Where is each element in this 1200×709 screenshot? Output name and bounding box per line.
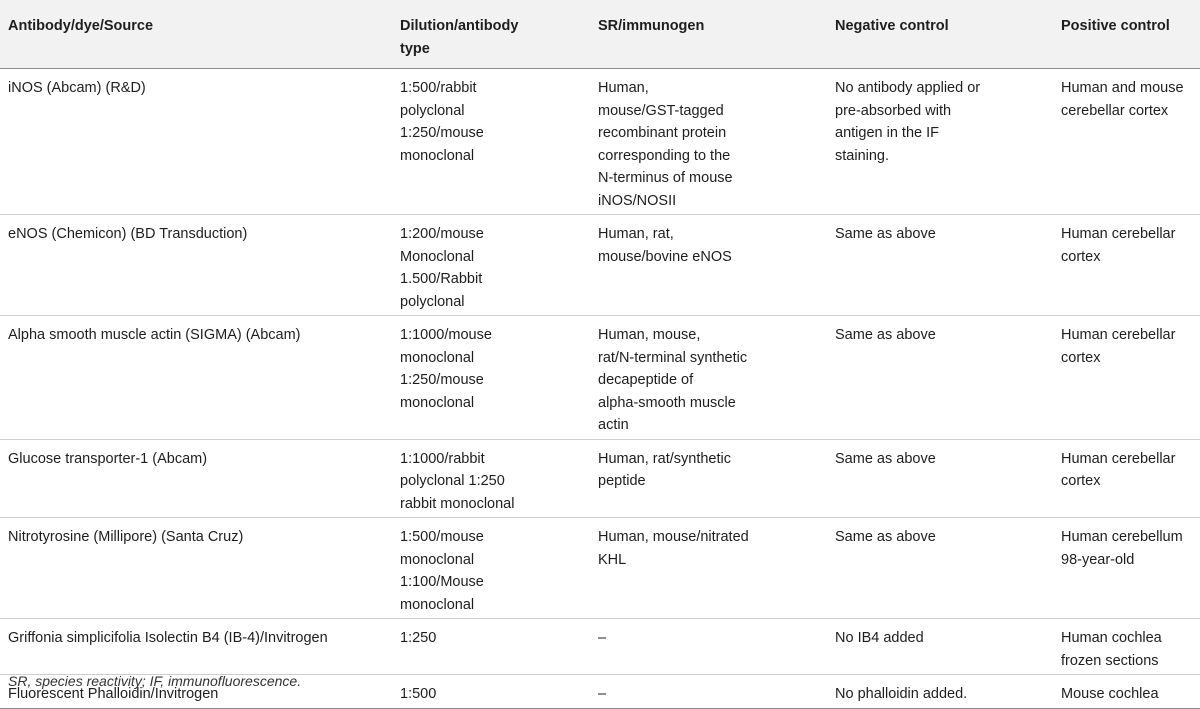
cell-text-line: Human, [598, 80, 649, 96]
cell-text-line: 1:1000/rabbit [400, 450, 485, 467]
cell-negative-control [827, 439, 1053, 518]
cell-positive-control [1053, 316, 1200, 440]
cell-text-line: monoclonal [400, 147, 475, 164]
cell-text-line: Dilution/antibody [400, 18, 519, 34]
cell-text-line: staining. [835, 147, 890, 164]
header-sr-immunogen [590, 0, 827, 69]
cell-text-line: 1:500/rabbit [400, 80, 477, 96]
cell-dilution-type [392, 316, 590, 440]
header-negative-control [827, 0, 1053, 69]
cell-positive-control [1053, 215, 1200, 316]
cell-text-line: monoclonal [400, 596, 475, 613]
cell-negative-control [827, 69, 1053, 215]
cell-positive-control [1053, 619, 1200, 675]
cell-antibody-source [0, 316, 392, 440]
cell-dilution-type [392, 439, 590, 518]
cell-text-line: Antibody/dye/Source [8, 18, 154, 34]
cell-text-line: 1:100/Mouse [400, 574, 484, 590]
cell-text-line: iNOS (Abcam) (R&D) [8, 80, 146, 96]
cell-text-line: iNOS/NOSII [598, 192, 677, 209]
cell-text-line: monoclonal [400, 394, 475, 411]
cell-text-line: cerebellar cortex [1061, 102, 1169, 119]
cell-text-line: monoclonal [400, 349, 475, 366]
cell-negative-control [827, 518, 1053, 619]
cell-text-line: Negative control [835, 18, 949, 34]
cell-text-line: Human and mouse [1061, 80, 1184, 96]
cell-text-line: 1:500 [400, 686, 437, 702]
header-positive-control [1053, 0, 1200, 69]
cell-text-line: Human cerebellum [1061, 529, 1183, 545]
cell-text-line: Alpha smooth muscle actin (SIGMA) (Abcam) [8, 327, 301, 343]
cell-positive-control [1053, 439, 1200, 518]
table-row [0, 69, 1200, 215]
cell-text-line: 98-year-old [1061, 551, 1135, 568]
cell-antibody-source [0, 619, 392, 675]
cell-text-line: rat/N-terminal synthetic [598, 349, 748, 366]
cell-text-line: Human cochlea [1061, 630, 1162, 646]
cell-dilution-type [392, 675, 590, 709]
cell-text-line: cortex [1061, 473, 1101, 489]
cell-text-line: Human, rat/synthetic [598, 450, 731, 467]
cell-text-line: cortex [1061, 248, 1101, 265]
cell-text-line: 1:250/mouse [400, 125, 484, 141]
cell-text-line: 1:250/mouse [400, 372, 484, 388]
cell-text-line: Griffonia simplicifolia Isolectin B4 (IB-4)/Invitrogen [8, 630, 328, 646]
cell-dilution-type [392, 619, 590, 675]
cell-text-line: pre-absorbed with [835, 102, 952, 119]
cell-text-line: Fluorescent Phalloidin/Invitrogen [8, 686, 219, 702]
cell-negative-control [827, 316, 1053, 440]
cell-text-line: 1:250 [400, 630, 437, 646]
cell-text-line: Same as above [835, 529, 936, 545]
cell-text-line: mouse/GST-tagged [598, 102, 724, 119]
cell-positive-control [1053, 518, 1200, 619]
header-row [0, 0, 1200, 69]
cell-text-line: No antibody applied or [835, 80, 981, 96]
cell-text-line: No IB4 added [835, 630, 924, 646]
cell-text-line: SR/immunogen [598, 18, 705, 34]
table-row [0, 619, 1200, 675]
cell-antibody-source [0, 69, 392, 215]
cell-text-line: antigen in the IF [835, 125, 939, 141]
cell-text-line: 1:500/mouse [400, 529, 484, 545]
cell-text-line: N-terminus of mouse [598, 170, 733, 186]
cell-positive-control [1053, 675, 1200, 709]
cell-text-line: eNOS (Chemicon) (BD Transduction) [8, 226, 248, 242]
cell-text-line: 1:200/mouse [400, 226, 484, 242]
cell-text-line: Glucose transporter-1 (Abcam) [8, 450, 208, 467]
cell-text-line: polyclonal [400, 102, 465, 119]
cell-text-line: frozen sections [1061, 652, 1159, 669]
cell-text-line: Mouse cochlea [1061, 686, 1159, 702]
cell-text-line: Human, rat, [598, 226, 674, 242]
cell-sr-immunogen [590, 69, 827, 215]
cell-text-line: Human cerebellar [1061, 327, 1176, 343]
cell-text-line: decapeptide of [598, 372, 694, 388]
cell-antibody-source [0, 215, 392, 316]
cell-sr-immunogen [590, 439, 827, 518]
table-row [0, 518, 1200, 619]
cell-text-line: rabbit monoclonal [400, 495, 515, 512]
cell-text-line: recombinant protein [598, 125, 727, 141]
cell-text-line: Same as above [835, 327, 936, 343]
cell-text-line: – [598, 630, 607, 646]
cell-text-line: actin [598, 417, 629, 433]
cell-negative-control [827, 619, 1053, 675]
cell-sr-immunogen [590, 619, 827, 675]
cell-text-line: 1:1000/mouse [400, 327, 492, 343]
cell-text-line: corresponding to the [598, 147, 731, 164]
table-body [0, 69, 1200, 709]
table-row [0, 316, 1200, 440]
header-antibody-source [0, 0, 392, 69]
cell-text-line: Human, mouse/nitrated [598, 529, 749, 545]
cell-antibody-source [0, 439, 392, 518]
cell-text-line: Monoclonal [400, 248, 475, 265]
cell-positive-control [1053, 69, 1200, 215]
cell-text-line: type [400, 40, 430, 57]
cell-text-line: polyclonal 1:250 [400, 473, 505, 489]
cell-text-line: alpha-smooth muscle [598, 394, 736, 411]
cell-text-line: mouse/bovine eNOS [598, 248, 732, 265]
cell-text-line: – [598, 686, 607, 702]
cell-sr-immunogen [590, 675, 827, 709]
table-row [0, 215, 1200, 316]
cell-text-line: No phalloidin added. [835, 686, 968, 702]
cell-antibody-source [0, 518, 392, 619]
cell-text-line: peptide [598, 473, 646, 489]
cell-negative-control [827, 215, 1053, 316]
cell-text-line: Nitrotyrosine (Millipore) (Santa Cruz) [8, 529, 244, 545]
table-header [0, 0, 1200, 69]
cell-text-line: Human cerebellar [1061, 450, 1176, 467]
cell-text-line: Same as above [835, 450, 936, 467]
table-row [0, 439, 1200, 518]
cell-dilution-type [392, 518, 590, 619]
cell-text-line: Human, mouse, [598, 327, 701, 343]
cell-sr-immunogen [590, 316, 827, 440]
cell-sr-immunogen [590, 518, 827, 619]
cell-text-line: Human cerebellar [1061, 226, 1176, 242]
cell-text-line: Same as above [835, 226, 936, 242]
cell-text-line: monoclonal [400, 551, 475, 568]
cell-text-line: cortex [1061, 349, 1101, 366]
table-footnote: SR, species reactivity; IF, immunofluorescence. [8, 673, 302, 689]
cell-text-line: polyclonal [400, 293, 465, 310]
cell-text-line: Positive control [1061, 18, 1170, 34]
cell-dilution-type [392, 215, 590, 316]
cell-text-line: 1.500/Rabbit [400, 271, 483, 287]
cell-sr-immunogen [590, 215, 827, 316]
header-dilution-type [392, 0, 590, 69]
cell-text-line: KHL [598, 551, 627, 568]
cell-dilution-type [392, 69, 590, 215]
cell-negative-control [827, 675, 1053, 709]
